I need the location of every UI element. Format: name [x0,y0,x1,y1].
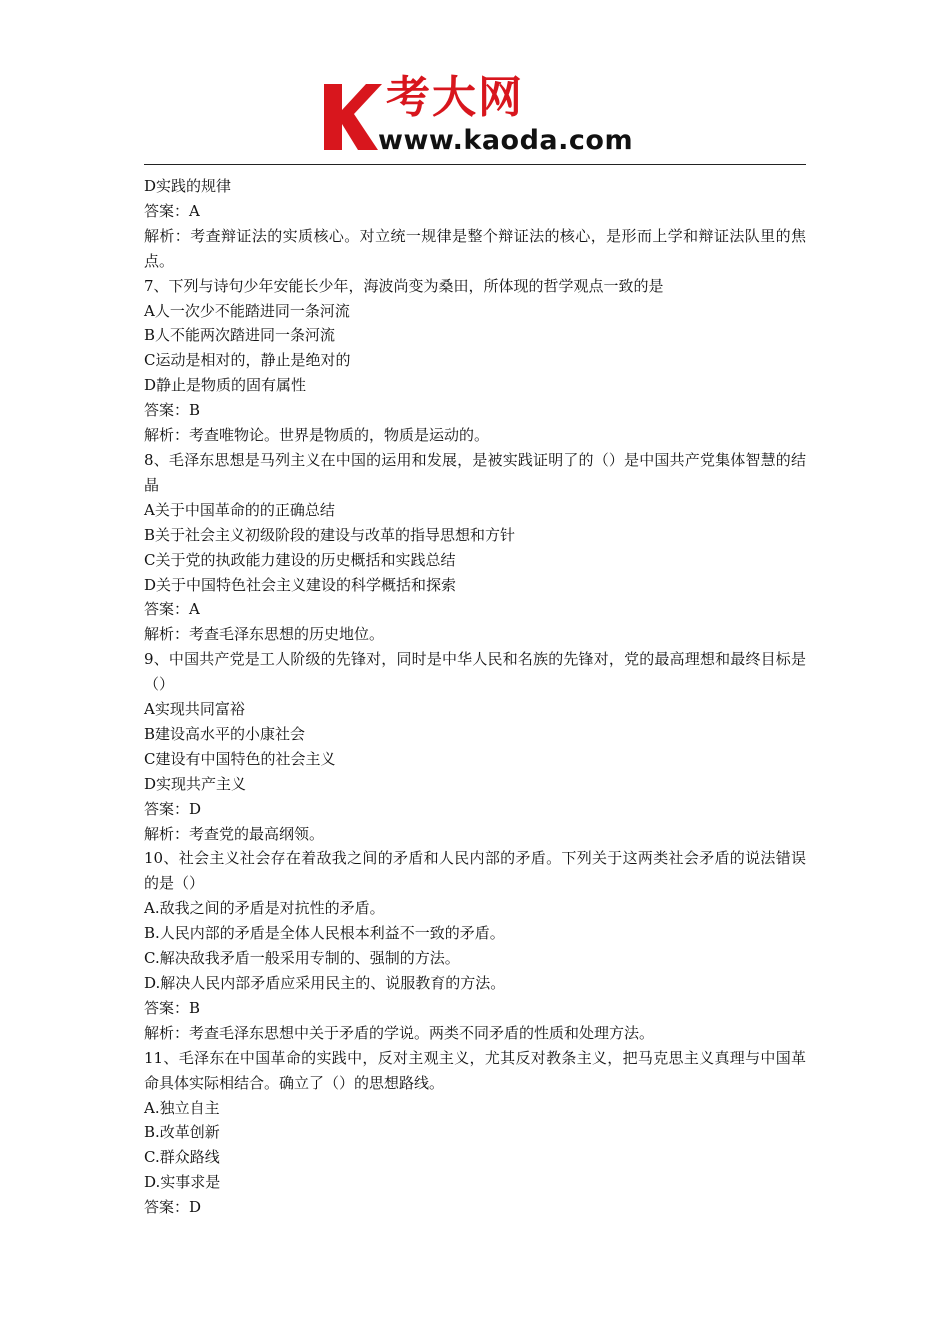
question-8: 8、毛泽东思想是马列主义在中国的运用和发展，是被实践证明了的（）是中国共产党集体智慧的结晶 [144,450,806,494]
answer-line: 答案：A [144,600,200,619]
analysis-line: 解析：考查毛泽东思想中关于矛盾的学说。两类不同矛盾的性质和处理方法。 [144,1023,655,1042]
answer-line: 答案：B [144,401,201,420]
option-line: A实现共同富裕 [144,700,245,719]
option-line: B关于社会主义初级阶段的建设与改革的指导思想和方针 [144,525,516,544]
option-line: C.群众路线 [144,1148,220,1167]
option-line: C建设有中国特色的社会主义 [144,749,336,768]
analysis-line: 解析：考查辩证法的实质核心。对立统一规律是整个辩证法的核心，是形而上学和辩证法队里的焦点。 [144,226,806,270]
option-line: A.敌我之间的矛盾是对抗性的矛盾。 [144,899,385,918]
option-line: A.独立自主 [144,1098,220,1117]
option-line: D静止是物质的固有属性 [144,376,307,395]
option-line: B建设高水平的小康社会 [144,724,306,743]
option-line: C运动是相对的，静止是绝对的 [144,351,351,370]
kaoda-logo [318,72,648,162]
page-header [0,72,950,162]
option-line: B.改革创新 [144,1123,220,1142]
question-10: 10、社会主义社会存在着敌我之间的矛盾和人民内部的矛盾。下列关于这两类社会矛盾的说法错误的是（） [144,849,806,893]
option-line: C关于党的执政能力建设的历史概括和实践总结 [144,550,456,569]
question-9: 9、中国共产党是工人阶级的先锋对，同时是中华人民和名族的先锋对，党的最高理想和最终目标是（） [144,650,806,694]
logo-url-text: www.kaoda.com [378,125,634,156]
option-line: B.人民内部的矛盾是全体人民根本利益不一致的矛盾。 [144,924,505,943]
option-line: D关于中国特色社会主义建设的科学概括和探索 [144,575,457,594]
option-line: C.解决敌我矛盾一般采用专制的、强制的方法。 [144,949,460,968]
option-line: D.实事求是 [144,1173,221,1192]
answer-line: 答案：B [144,998,201,1017]
header-divider [144,164,806,165]
logo-brand-text: 考大网 [386,72,524,123]
option-line: B人不能两次踏进同一条河流 [144,326,336,345]
option-line: D实践的规律 [144,177,232,195]
option-line: D实现共产主义 [144,774,247,793]
logo-k-icon [318,80,384,152]
analysis-line: 解析：考查唯物论。世界是物质的，物质是运动的。 [144,426,490,445]
question-11: 11、毛泽东在中国革命的实践中，反对主观主义，尤其反对教条主义，把马克思主义真理与中国革命具体实际相结合。确立了（）的思想路线。 [144,1048,806,1092]
answer-line: 答案：A [144,201,200,220]
document-body [144,174,806,1220]
answer-line: 答案：D [144,799,202,818]
question-7: 7、下列与诗句少年安能长少年，海波尚变为桑田，所体现的哲学观点一致的是 [144,276,664,295]
option-line: A人一次少不能踏进同一条河流 [144,301,350,320]
option-line: D.解决人民内部矛盾应采用民主的、说服教育的方法。 [144,974,506,992]
answer-line: 答案：D [144,1198,202,1217]
analysis-line: 解析：考查党的最高纲领。 [144,824,325,843]
analysis-line: 解析：考查毛泽东思想的历史地位。 [144,625,385,644]
option-line: A关于中国革命的的正确总结 [144,500,335,519]
